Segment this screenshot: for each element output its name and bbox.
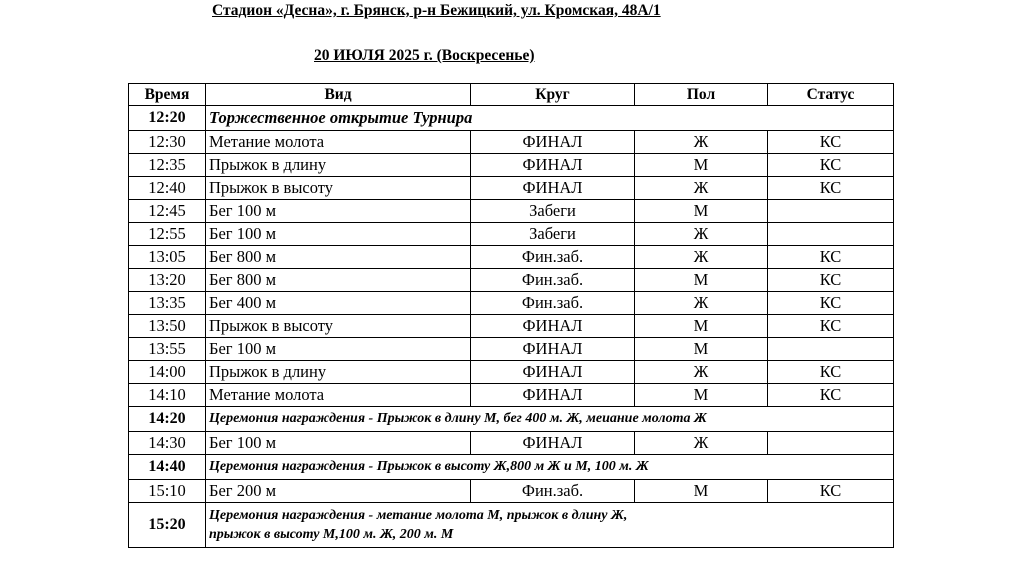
table-row-ceremony	[129, 106, 894, 131]
cell-round: Забеги	[471, 223, 635, 246]
cell-kind: Бег 100 м	[206, 338, 471, 361]
cell-round: ФИНАЛ	[471, 131, 635, 154]
table-row	[129, 480, 894, 503]
cell-status: КС	[768, 480, 894, 503]
cell-ceremony: Церемония награждения - Прыжок в высоту Ж,800 м Ж и М, 100 м. Ж	[206, 455, 894, 480]
cell-sex: М	[635, 480, 768, 503]
cell-round: Забеги	[471, 200, 635, 223]
cell-round: Фин.заб.	[471, 246, 635, 269]
cell-kind: Прыжок в длину	[206, 361, 471, 384]
schedule-table	[128, 83, 894, 548]
cell-round: Фин.заб.	[471, 480, 635, 503]
cell-sex: Ж	[635, 361, 768, 384]
cell-time: 12:35	[129, 154, 206, 177]
cell-kind: Метание молота	[206, 131, 471, 154]
cell-sex: М	[635, 269, 768, 292]
cell-time: 14:10	[129, 384, 206, 407]
cell-round: ФИНАЛ	[471, 338, 635, 361]
table-row-ceremony	[129, 455, 894, 480]
cell-time: 13:20	[129, 269, 206, 292]
table-row	[129, 384, 894, 407]
table-row	[129, 177, 894, 200]
table-row	[129, 432, 894, 455]
cell-status	[768, 223, 894, 246]
cell-round: Фин.заб.	[471, 269, 635, 292]
cell-sex: М	[635, 384, 768, 407]
cell-time: 12:45	[129, 200, 206, 223]
table-row	[129, 200, 894, 223]
cell-status	[768, 338, 894, 361]
cell-status: КС	[768, 292, 894, 315]
cell-time: 15:20	[129, 503, 206, 548]
cell-sex: М	[635, 200, 768, 223]
cell-kind: Бег 100 м	[206, 200, 471, 223]
cell-status	[768, 432, 894, 455]
ceremony-line-2: прыжок в высоту М,100 м. Ж, 200 м. М	[209, 527, 454, 542]
cell-sex: Ж	[635, 432, 768, 455]
cell-kind: Прыжок в длину	[206, 154, 471, 177]
cell-time: 13:55	[129, 338, 206, 361]
cell-time: 12:55	[129, 223, 206, 246]
cell-time: 14:30	[129, 432, 206, 455]
table-row	[129, 223, 894, 246]
column-header-sex: Пол	[635, 84, 768, 106]
table-row	[129, 246, 894, 269]
cell-time: 12:20	[129, 106, 206, 131]
cell-sex: М	[635, 154, 768, 177]
cell-time: 12:30	[129, 131, 206, 154]
table-row	[129, 131, 894, 154]
cell-round: ФИНАЛ	[471, 177, 635, 200]
column-header-status: Статус	[768, 84, 894, 106]
table-row	[129, 154, 894, 177]
table-row-ceremony	[129, 407, 894, 432]
table-row	[129, 292, 894, 315]
cell-kind: Бег 800 м	[206, 269, 471, 292]
cell-kind: Бег 800 м	[206, 246, 471, 269]
cell-kind: Прыжок в высоту	[206, 315, 471, 338]
cell-sex: Ж	[635, 292, 768, 315]
cell-time: 13:35	[129, 292, 206, 315]
cell-kind: Прыжок в высоту	[206, 177, 471, 200]
cell-kind: Бег 100 м	[206, 223, 471, 246]
cell-status: КС	[768, 131, 894, 154]
ceremony-line-1: Церемония награждения - метание молота М, прыжок в длину Ж,	[209, 508, 628, 523]
column-header-round: Круг	[471, 84, 635, 106]
cell-round: ФИНАЛ	[471, 154, 635, 177]
cell-status: КС	[768, 154, 894, 177]
cell-status: КС	[768, 177, 894, 200]
cell-kind: Бег 400 м	[206, 292, 471, 315]
cell-status: КС	[768, 384, 894, 407]
column-header-kind: Вид	[206, 84, 471, 106]
cell-ceremony: Торжественное открытие Турнира	[206, 106, 894, 131]
cell-ceremony	[206, 503, 894, 548]
table-row-ceremony	[129, 503, 894, 548]
cell-ceremony: Церемония награждения - Прыжок в длину М, бег 400 м. Ж, меиание молота Ж	[206, 407, 894, 432]
cell-status: КС	[768, 361, 894, 384]
cell-sex: М	[635, 315, 768, 338]
cell-sex: Ж	[635, 177, 768, 200]
cell-status: КС	[768, 269, 894, 292]
cell-sex: Ж	[635, 131, 768, 154]
cell-round: ФИНАЛ	[471, 432, 635, 455]
cell-sex: М	[635, 338, 768, 361]
cell-status	[768, 200, 894, 223]
cell-time: 14:20	[129, 407, 206, 432]
cell-time: 14:00	[129, 361, 206, 384]
cell-time: 14:40	[129, 455, 206, 480]
cell-time: 13:50	[129, 315, 206, 338]
cell-round: Фин.заб.	[471, 292, 635, 315]
cell-kind: Метание молота	[206, 384, 471, 407]
cell-sex: Ж	[635, 223, 768, 246]
venue-title: Стадион «Десна», г. Брянск, р-н Бежицкий, ул. Кромская, 48А/1	[212, 2, 661, 19]
cell-round: ФИНАЛ	[471, 361, 635, 384]
table-header-row	[129, 84, 894, 106]
table-row	[129, 338, 894, 361]
cell-round: ФИНАЛ	[471, 315, 635, 338]
cell-time: 12:40	[129, 177, 206, 200]
cell-sex: Ж	[635, 246, 768, 269]
cell-round: ФИНАЛ	[471, 384, 635, 407]
table-row	[129, 361, 894, 384]
table-row	[129, 315, 894, 338]
column-header-time: Время	[129, 84, 206, 106]
cell-status: КС	[768, 246, 894, 269]
cell-kind: Бег 200 м	[206, 480, 471, 503]
cell-kind: Бег 100 м	[206, 432, 471, 455]
table-row	[129, 269, 894, 292]
cell-time: 15:10	[129, 480, 206, 503]
cell-status: КС	[768, 315, 894, 338]
event-date: 20 ИЮЛЯ 2025 г. (Воскресенье)	[314, 47, 535, 64]
cell-time: 13:05	[129, 246, 206, 269]
